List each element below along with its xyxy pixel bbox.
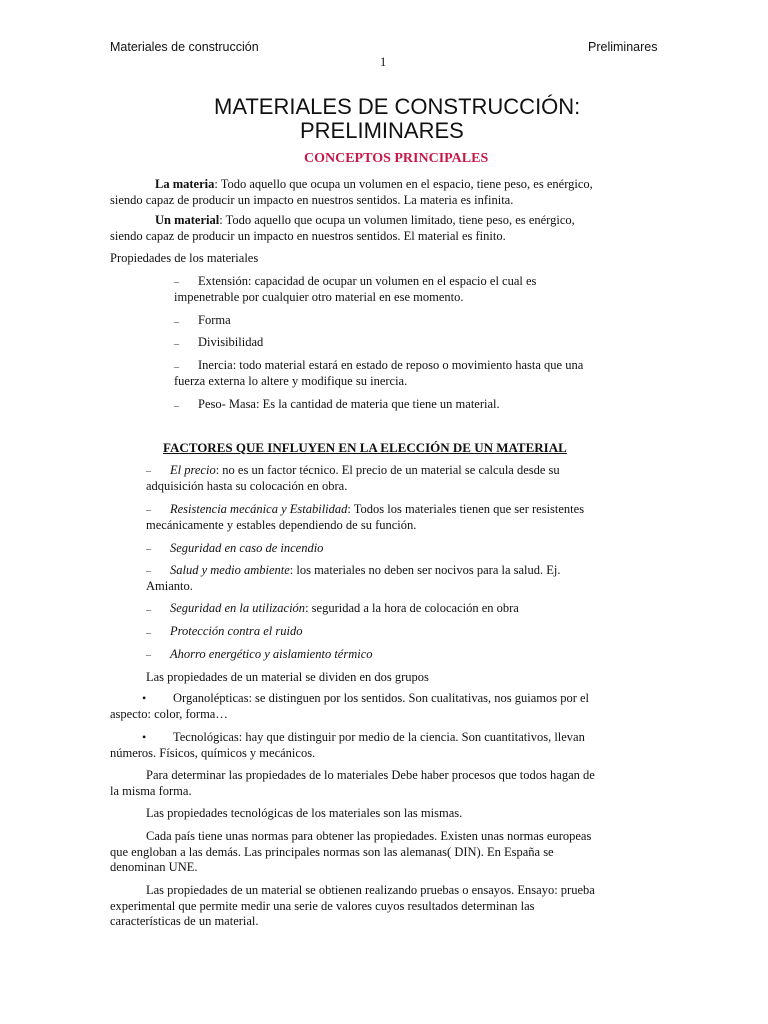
groups-intro: Las propiedades de un material se dividen en dos grupos [146, 670, 429, 684]
group-tecnologicas [110, 730, 658, 761]
dash-icon: – [174, 317, 179, 328]
materia-def-2: siendo capaz de producir un impacto en nuestros sentidos. La materia es infinita. [110, 192, 514, 207]
factor-precio [146, 463, 658, 494]
factor-precio-def1: : no es un factor técnico. El precio de un material se calcula desde su [215, 463, 560, 477]
dash-icon: – [174, 277, 179, 288]
paragraph-determinar [110, 768, 658, 799]
factor-salud-term: Salud y medio ambiente [170, 563, 290, 577]
para3-line3: denominan UNE. [110, 860, 198, 874]
para3-line1: Cada país tiene unas normas para obtener las propiedades. Existen unas normas europeas [146, 829, 592, 843]
group-organolepticas [110, 691, 658, 722]
factor-precio-def2: adquisición hasta su colocación en obra. [146, 478, 348, 493]
prop-extension-1: Extensión: capacidad de ocupar un volumen en el espacio el cual es [198, 274, 537, 288]
prop-extension-2: impenetrable por cualquier otro material en ese momento. [174, 290, 464, 304]
factor-salud-def2: Amianto. [146, 578, 193, 593]
header-right: Preliminares [588, 40, 658, 54]
para4-line3: características de un material. [110, 914, 259, 928]
para1-line2: la misma forma. [110, 783, 192, 798]
factor-ruido: Protección contra el ruido [170, 624, 303, 638]
title-line2: PRELIMINARES [300, 118, 464, 143]
dash-icon: – [146, 650, 151, 661]
paragraph-normas [110, 829, 658, 876]
para3-line2: que engloban a las demás. Las principales normas son las alemanas( DIN). En España se [110, 844, 554, 859]
dash-icon: – [174, 362, 179, 373]
dash-icon: – [146, 628, 151, 639]
para4-line1: Las propiedades de un material se obtienen realizando pruebas o ensayos. Ensayo: prueba [146, 883, 595, 897]
section-heading-concepts: CONCEPTOS PRINCIPALES [304, 151, 489, 166]
tecno-line1: Tecnológicas: hay que distinguir por medio de la ciencia. Son cuantitativos, llevan [173, 730, 585, 744]
dash-icon: – [146, 544, 151, 555]
dash-icon: – [146, 605, 151, 616]
materia-def-1: : Todo aquello que ocupa un volumen en el espacio, tiene peso, es enérgico, [214, 177, 593, 191]
factor-ahorro: Ahorro energético y aislamiento térmico [170, 647, 373, 661]
dash-icon: – [174, 401, 179, 412]
para4-line2: experimental que permite medir una serie de valores cuyos resultados determinan las [110, 898, 535, 913]
prop-peso-masa: Peso- Masa: Es la cantidad de materia que tiene un material. [198, 397, 500, 411]
factor-seguridad-incendio: Seguridad en caso de incendio [170, 541, 324, 555]
term-materia: La materia [155, 177, 215, 191]
paragraph-materia [110, 177, 658, 208]
paragraph-tecnologicas-mismas: Las propiedades tecnológicas de los materiales son las mismas. [146, 806, 463, 820]
organo-line1: Organolépticas: se distinguen por los sentidos. Son cualitativas, nos guiamos por el [173, 691, 590, 705]
paragraph-material [110, 213, 658, 244]
factor-resist-term: Resistencia mecánica y Estabilidad [170, 502, 348, 516]
factor-resist-def2: mecánicamente y estables dependiendo de su función. [146, 517, 417, 532]
factor-util-def: : seguridad a la hora de colocación en obra [305, 601, 519, 615]
dash-icon: – [146, 505, 151, 516]
factor-salud [146, 563, 658, 594]
factor-salud-def1: : los materiales no deben ser nocivos para la salud. Ej. [289, 563, 561, 577]
section-heading-factors: FACTORES QUE INFLUYEN EN LA ELECCIÓN DE UN MATERIAL [163, 440, 567, 455]
para1-line1: Para determinar las propiedades de lo materiales Debe haber procesos que todos hagan de [146, 768, 595, 782]
header-left: Materiales de construcción [110, 40, 259, 54]
material-def-2: siendo capaz de producir un impacto en nuestros sentidos. El material es finito. [110, 228, 506, 243]
bullet-icon: • [142, 730, 147, 744]
factor-utilizacion [170, 601, 519, 617]
page-number: 1 [380, 55, 387, 69]
factor-resistencia [146, 502, 658, 533]
organo-line2: aspecto: color, forma… [110, 706, 228, 721]
factor-precio-term: El precio [170, 463, 216, 477]
paragraph-ensayos [110, 883, 658, 930]
term-material: Un material [155, 213, 220, 227]
prop-divisibilidad: Divisibilidad [198, 335, 264, 349]
props-intro: Propiedades de los materiales [110, 251, 259, 265]
prop-inercia-1: Inercia: todo material estará en estado de reposo o movimiento hasta que una [198, 358, 584, 372]
dash-icon: – [146, 466, 151, 477]
dash-icon: – [146, 566, 151, 577]
factor-resist-def1: : Todos los materiales tienen que ser resistentes [347, 502, 585, 516]
factor-util-term: Seguridad en la utilización [170, 601, 306, 615]
material-def-1: : Todo aquello que ocupa un volumen limitado, tiene peso, es enérgico, [219, 213, 575, 227]
tecno-line2: números. Físicos, químicos y mecánicos. [110, 745, 316, 760]
prop-forma: Forma [198, 313, 231, 327]
prop-inercia-2: fuerza externa lo altere y modifique su inercia. [174, 374, 408, 388]
bullet-icon: • [142, 691, 147, 705]
dash-icon: – [174, 339, 179, 350]
title-line1: MATERIALES DE CONSTRUCCIÓN: [214, 94, 581, 119]
